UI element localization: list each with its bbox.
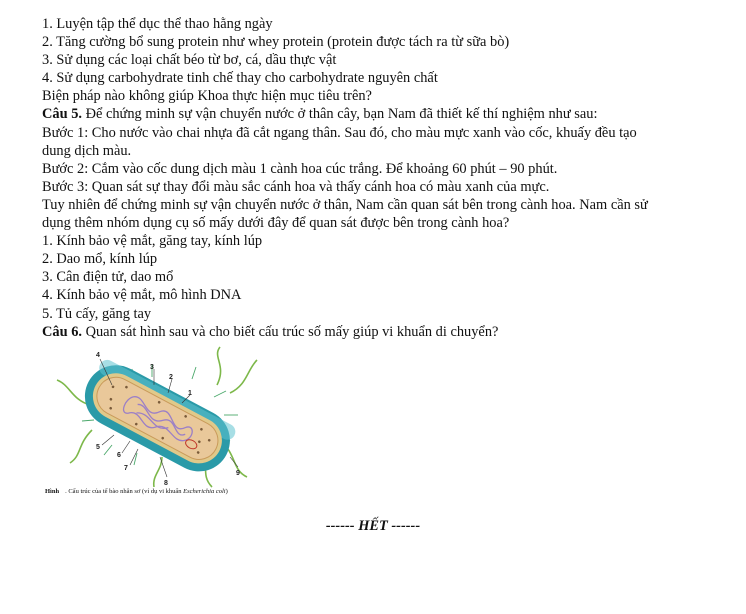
caption-end: ) (225, 488, 228, 495)
caption-species: Escherichia coli (183, 488, 226, 495)
q5-option-2: 2. Dao mổ, kính lúp (42, 251, 158, 268)
bacteria-illustration (42, 345, 322, 490)
figure-label-8: 8 (164, 480, 168, 487)
document-body (42, 15, 732, 341)
q5-option-5: 5. Tủ cấy, găng tay (42, 305, 152, 322)
caption-text: . Cấu trúc của tế bào nhân sơ (ví dụ vi khuẩn (65, 488, 184, 495)
q5-paragraph-b: dụng thêm nhóm dụng cụ số mấy dưới đây để quan sát được bên trong cành hoa? (42, 215, 510, 232)
q5-paragraph-a: Tuy nhiên để chứng minh sự vận chuyển nước ở thân, Nam cần quan sát bên trong cành hoa. Nam cần sử (42, 196, 648, 213)
q6-label: Câu 6. (42, 323, 82, 340)
q5-intro (42, 105, 732, 123)
q5-option-4: 4. Kính bảo vệ mắt, mô hình DNA (42, 287, 242, 304)
q5-step2: Bước 2: Cắm vào cốc dung dịch màu 1 cành hoa cúc trắng. Để khoảng 60 phút – 90 phút. (42, 160, 558, 177)
figure-label-3: 3 (150, 364, 154, 371)
q4-option-1: 1. Luyện tập thể dục thể thao hằng ngày (42, 16, 273, 32)
q5-step1-b: dung dịch màu. (42, 142, 132, 159)
bacteria-cell (74, 354, 241, 482)
q5-label: Câu 5. (42, 106, 82, 123)
figure-label-2: 2 (169, 374, 173, 381)
q5-step3: Bước 3: Quan sát sự thay đổi màu sắc cánh hoa và thấy cánh hoa có màu xanh của mực. (42, 178, 550, 195)
figure-label-4: 4 (96, 352, 100, 359)
q5-step1-a: Bước 1: Cho nước vào chai nhựa đã cắt ngang thân. Sau đó, cho màu mực xanh vào cốc, khuấy đều tạo (42, 124, 637, 141)
end-marker: ------ HẾT ------ (325, 518, 421, 534)
figure-label-9: 9 (236, 470, 240, 477)
q4-option-2: 2. Tăng cường bổ sung protein như whey protein (protein được tách ra từ sữa bò) (42, 34, 510, 51)
q5-intro-text: Để chứng minh sự vận chuyển nước ở thân cây, bạn Nam đã thiết kế thí nghiệm như sau: (81, 106, 598, 123)
q6-text: Quan sát hình sau và cho biết cấu trúc số mấy giúp vi khuẩn di chuyển? (81, 323, 499, 340)
figure-label-5: 5 (96, 444, 100, 451)
figure-label-7: 7 (124, 465, 128, 472)
q6-question (42, 323, 732, 341)
q4-option-4: 4. Sử dụng carbohydrate tinh chế thay cho carbohydrate nguyên chất (42, 70, 438, 87)
figure-label-6: 6 (117, 452, 121, 459)
bacteria-figure (42, 345, 322, 495)
q4-option-3: 3. Sử dụng các loại chất béo từ bơ, cá, dầu thực vật (42, 52, 337, 69)
q5-option-3: 3. Cân điện tử, dao mổ (42, 269, 174, 286)
q5-option-1: 1. Kính bảo vệ mắt, găng tay, kính lúp (42, 233, 263, 250)
caption-lead: Hình (45, 488, 60, 495)
figure-caption (45, 488, 228, 495)
q4-question: Biện pháp nào không giúp Khoa thực hiện mục tiêu trên? (42, 88, 372, 105)
figure-label-1: 1 (188, 390, 192, 397)
